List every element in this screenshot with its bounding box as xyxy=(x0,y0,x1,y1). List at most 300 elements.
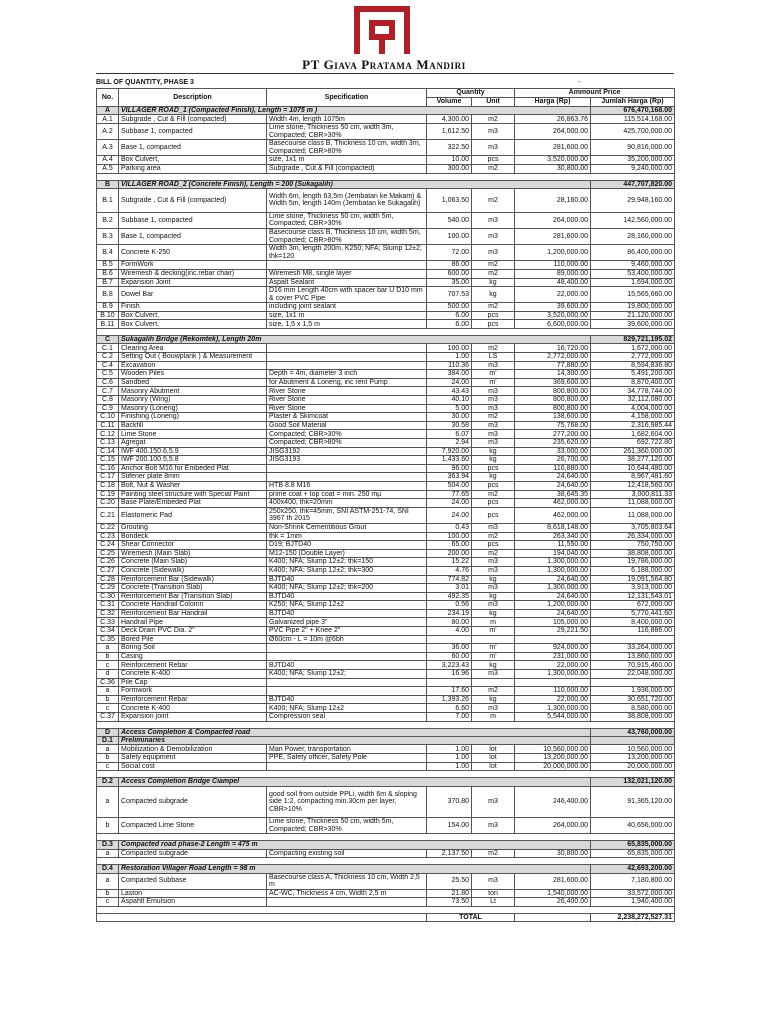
item-row xyxy=(97,532,675,541)
item-volume: 77.65 xyxy=(427,490,472,499)
item-specification: Wiremesh M8, single layer xyxy=(267,269,427,278)
item-description: Concrete (Transition Slab) xyxy=(119,584,267,593)
item-unit: kg xyxy=(472,447,515,456)
item-no: B.6 xyxy=(97,269,119,278)
item-row xyxy=(97,370,675,379)
section-row xyxy=(97,737,675,745)
item-unit xyxy=(472,678,515,687)
item-price: 800,800.00 xyxy=(515,387,591,396)
item-unit: kg xyxy=(472,609,515,618)
item-volume: 707.53 xyxy=(427,287,472,303)
item-amount: 15,565,660.00 xyxy=(591,287,675,303)
item-row xyxy=(97,678,675,687)
item-unit: m3 xyxy=(472,523,515,532)
item-no: b xyxy=(97,818,119,834)
item-volume: 60.00 xyxy=(427,652,472,661)
item-volume: 35.00 xyxy=(427,278,472,287)
company-name: PT Giava Pratama Mandiri xyxy=(302,57,466,72)
item-amount: 4,004,000.00 xyxy=(591,404,675,413)
item-description: Box Culvert, xyxy=(119,311,267,320)
spacer-row xyxy=(97,906,675,913)
item-volume: 7.00 xyxy=(427,713,472,722)
item-description: Wooden Piles xyxy=(119,370,267,379)
item-specification: good soil from outside PPLi, width 6m & sloping side 1:2, compacting min.30cm per layer, CBR>10% xyxy=(267,786,427,817)
section-total: 132,021,120.00 xyxy=(591,778,675,786)
item-specification: 250x250, thk=45mm, SNI ASTM-251-74, SNI 3967 th 2015 xyxy=(267,507,427,523)
item-specification: Compression seal xyxy=(267,713,427,722)
item-unit: pcs xyxy=(472,311,515,320)
item-row xyxy=(97,704,675,713)
item-price: 38,645.35 xyxy=(515,490,591,499)
item-description: Anchor Bolt M16 for Embeded Plat xyxy=(119,464,267,473)
item-description: Base 1, compacted xyxy=(119,228,267,244)
item-unit: m2 xyxy=(472,164,515,173)
item-price: 8,618,148.00 xyxy=(515,523,591,532)
item-no: a xyxy=(97,745,119,754)
item-unit: m2 xyxy=(472,687,515,696)
item-specification: River Stone xyxy=(267,387,427,396)
item-description: Compacted subgrade xyxy=(119,786,267,817)
item-description: Reinforcement Bar (Sidewalk) xyxy=(119,575,267,584)
item-row xyxy=(97,762,675,771)
item-unit: m3 xyxy=(472,873,515,889)
item-specification: for Abutment & Loneng, inc rent Pump xyxy=(267,378,427,387)
item-price: 16,720.00 xyxy=(515,344,591,353)
item-volume: 21.80 xyxy=(427,889,472,898)
section-row xyxy=(97,865,675,873)
item-amount: 7,180,800.00 xyxy=(591,873,675,889)
item-no: A.1 xyxy=(97,115,119,124)
section-row xyxy=(97,841,675,849)
item-description: Concrete (Main Slab) xyxy=(119,558,267,567)
section-title: VILLAGER ROAD_2 (Concrete Finish), Length = 200 (Sukagalih) xyxy=(119,180,591,188)
item-price: 24,640.00 xyxy=(515,473,591,482)
section-total: 65,835,000.00 xyxy=(591,841,675,849)
item-row xyxy=(97,507,675,523)
item-price: 1,300,000.00 xyxy=(515,566,591,575)
item-specification: BJTD40 xyxy=(267,575,427,584)
item-no: C.4 xyxy=(97,361,119,370)
item-row xyxy=(97,212,675,228)
item-description: Concrete K-250 xyxy=(119,245,267,261)
item-price: 1,200,000.00 xyxy=(515,601,591,610)
item-volume: 2,137.50 xyxy=(427,849,472,858)
item-description: Casing xyxy=(119,652,267,661)
item-amount: 8,967,481.60 xyxy=(591,473,675,482)
item-description: Clearing Area xyxy=(119,344,267,353)
section-no: D xyxy=(97,728,119,736)
item-no: c xyxy=(97,704,119,713)
item-amount: 33,572,000.00 xyxy=(591,889,675,898)
item-volume: 500.00 xyxy=(427,303,472,312)
item-no: b xyxy=(97,652,119,661)
item-unit: kg xyxy=(472,473,515,482)
item-price: 263,340.00 xyxy=(515,532,591,541)
item-unit: m3 xyxy=(472,584,515,593)
item-price: 3,520,000.00 xyxy=(515,311,591,320)
item-amount: 692,722.80 xyxy=(591,439,675,448)
item-amount: 38,808,000.00 xyxy=(591,713,675,722)
item-price: 264,000.00 xyxy=(515,212,591,228)
item-unit: kg xyxy=(472,456,515,465)
item-price: 231,000.00 xyxy=(515,652,591,661)
item-no: A.4 xyxy=(97,156,119,165)
item-volume: 0.43 xyxy=(427,523,472,532)
item-row xyxy=(97,156,675,165)
section-row xyxy=(97,180,675,188)
item-price: 235,620.00 xyxy=(515,439,591,448)
item-specification xyxy=(267,644,427,653)
item-volume: 72.00 xyxy=(427,245,472,261)
item-unit: m3 xyxy=(472,558,515,567)
spacer-row xyxy=(97,721,675,728)
item-row xyxy=(97,635,675,644)
item-no: C.14 xyxy=(97,447,119,456)
item-row xyxy=(97,413,675,422)
section-no: A xyxy=(97,107,119,115)
item-specification: K400; NFA; Slump 12±2; thk=150 xyxy=(267,558,427,567)
item-row xyxy=(97,873,675,889)
spacer-cell xyxy=(97,834,675,841)
item-amount: 425,700,000.00 xyxy=(591,124,675,140)
item-amount: 30,651,720.00 xyxy=(591,695,675,704)
item-unit: m2 xyxy=(472,344,515,353)
item-description: Compacted Subbase xyxy=(119,873,267,889)
section-title: Sukagalih Bridge (Rekomtek), Length 20m xyxy=(119,336,591,344)
item-row xyxy=(97,818,675,834)
item-description: Lime Stone xyxy=(119,430,267,439)
item-specification: size, 1x1 m xyxy=(267,156,427,165)
item-no: C.20 xyxy=(97,499,119,508)
item-volume: 73.50 xyxy=(427,898,472,907)
item-row xyxy=(97,481,675,490)
item-no: C.13 xyxy=(97,439,119,448)
item-no: C.27 xyxy=(97,566,119,575)
item-specification: prime coat + top coat = min. 250 mµ xyxy=(267,490,427,499)
item-description: Subgrade , Cut & Fill (compacted) xyxy=(119,115,267,124)
section-no: D.2 xyxy=(97,778,119,786)
item-amount: 6,188,000.00 xyxy=(591,566,675,575)
item-volume: 15.22 xyxy=(427,558,472,567)
item-amount: 9,460,000.00 xyxy=(591,261,675,270)
item-no: B.8 xyxy=(97,287,119,303)
item-specification: K400; NFA; Slump 12±2; thk=300 xyxy=(267,566,427,575)
item-row xyxy=(97,245,675,261)
item-description: Aspahlt Emulsion xyxy=(119,898,267,907)
item-unit: kg xyxy=(472,278,515,287)
item-specification: D19; BJTD40 xyxy=(267,541,427,550)
item-amount: 13,200,000.00 xyxy=(591,754,675,763)
item-volume: 24.00 xyxy=(427,378,472,387)
item-row xyxy=(97,353,675,362)
item-row xyxy=(97,344,675,353)
item-specification: Galvanized pipe 3" xyxy=(267,618,427,627)
section-no: D.3 xyxy=(97,841,119,849)
item-row xyxy=(97,566,675,575)
item-amount: 32,112,080.00 xyxy=(591,396,675,405)
item-row xyxy=(97,303,675,312)
item-specification: BJTD40 xyxy=(267,609,427,618)
section-title: Preliminaries xyxy=(119,737,591,745)
item-description: Concrete K-400 xyxy=(119,670,267,679)
item-specification xyxy=(267,353,427,362)
item-no: C.24 xyxy=(97,541,119,550)
item-volume: 154.00 xyxy=(427,818,472,834)
item-amount: 8,400,000.00 xyxy=(591,618,675,627)
item-specification: Basecourse class B, Thickness 10 cm, width 3m, Compacted; CBR>80% xyxy=(267,140,427,156)
item-price: 281,600.00 xyxy=(515,873,591,889)
item-volume: 492.35 xyxy=(427,592,472,601)
item-price: 1,200,000.00 xyxy=(515,245,591,261)
item-no: C.16 xyxy=(97,464,119,473)
item-row xyxy=(97,404,675,413)
item-amount: 1,940,400.00 xyxy=(591,898,675,907)
item-price: 22,000.00 xyxy=(515,695,591,704)
item-volume: 80.00 xyxy=(427,618,472,627)
item-unit: m2 xyxy=(472,261,515,270)
item-specification: Width 3m, length 200m, K250; NFA; Slump 12±2; thk=120 xyxy=(267,245,427,261)
item-amount: 11,088,000.00 xyxy=(591,507,675,523)
item-no: C.2 xyxy=(97,353,119,362)
item-specification: Compacted; CBR>80% xyxy=(267,439,427,448)
item-price: 30,800.00 xyxy=(515,849,591,858)
spacer-row xyxy=(97,858,675,865)
item-unit: lot xyxy=(472,754,515,763)
item-amount: 38,277,120.00 xyxy=(591,456,675,465)
item-unit: m3 xyxy=(472,212,515,228)
item-no: B.3 xyxy=(97,228,119,244)
item-amount: 26,334,000.00 xyxy=(591,532,675,541)
item-price: 14,300.00 xyxy=(515,370,591,379)
item-no: C.29 xyxy=(97,584,119,593)
item-description: Base Plate/Embeded Plat xyxy=(119,499,267,508)
item-amount: 2,772,000.00 xyxy=(591,353,675,362)
item-volume: 17.60 xyxy=(427,687,472,696)
header-rule xyxy=(96,73,674,74)
item-no: c xyxy=(97,898,119,907)
section-no: D.1 xyxy=(97,737,119,745)
item-price: 26,400.00 xyxy=(515,898,591,907)
item-no: C.8 xyxy=(97,396,119,405)
item-description: Setting Out ( Bouwplank ) & Measurement xyxy=(119,353,267,362)
item-price: 1,300,000.00 xyxy=(515,670,591,679)
item-row xyxy=(97,523,675,532)
item-specification: BJTD40 xyxy=(267,592,427,601)
col-quantity: Quantity xyxy=(427,89,515,98)
item-price: 369,600.00 xyxy=(515,378,591,387)
item-specification: Compacted; CBR>30% xyxy=(267,430,427,439)
spacer-row xyxy=(97,771,675,778)
item-row xyxy=(97,228,675,244)
item-price: 89,000.00 xyxy=(515,269,591,278)
item-no: B.10 xyxy=(97,311,119,320)
item-volume: 40.10 xyxy=(427,396,472,405)
item-specification: K400; NFA; Slump 12±2; xyxy=(267,670,427,679)
col-harga: Harga (Rp) xyxy=(515,98,591,107)
item-volume: 30.58 xyxy=(427,421,472,430)
item-description: Concrete K-400 xyxy=(119,704,267,713)
item-unit: m3 xyxy=(472,404,515,413)
item-amount: 10,644,480.00 xyxy=(591,464,675,473)
item-row xyxy=(97,541,675,550)
item-specification xyxy=(267,678,427,687)
item-specification xyxy=(267,898,427,907)
item-row xyxy=(97,889,675,898)
item-unit: m3 xyxy=(472,566,515,575)
item-volume: 1.00 xyxy=(427,762,472,771)
item-specification: PVC Pipe 2" + Knee 2" xyxy=(267,627,427,636)
item-description: Sandbed xyxy=(119,378,267,387)
item-volume: 384.00 xyxy=(427,370,472,379)
item-description: Reinforcement Rebar xyxy=(119,695,267,704)
item-description: FormWork xyxy=(119,261,267,270)
item-description: Agregat xyxy=(119,439,267,448)
item-volume: 43.43 xyxy=(427,387,472,396)
item-specification xyxy=(267,261,427,270)
item-volume: 1,393.26 xyxy=(427,695,472,704)
item-row xyxy=(97,124,675,140)
item-no: C.34 xyxy=(97,627,119,636)
item-unit: m2 xyxy=(472,115,515,124)
item-row xyxy=(97,558,675,567)
item-volume: 1,433.60 xyxy=(427,456,472,465)
item-unit: m3 xyxy=(472,670,515,679)
item-volume: 16.96 xyxy=(427,670,472,679)
item-amount: 9,240,000.00 xyxy=(591,164,675,173)
item-amount: 29,948,160.00 xyxy=(591,188,675,212)
item-description: IWF 200.100.5,5.8 xyxy=(119,456,267,465)
item-specification: River Stone xyxy=(267,396,427,405)
item-specification: Lime stone, Thickness 50 cm, width 5m, Compacted; CBR>30% xyxy=(267,212,427,228)
item-description: Box Culvert, xyxy=(119,320,267,329)
item-volume: 25.50 xyxy=(427,873,472,889)
item-price: 29,221.50 xyxy=(515,627,591,636)
item-unit: m2 xyxy=(472,303,515,312)
item-unit: m2 xyxy=(472,188,515,212)
item-amount: 19,786,000.00 xyxy=(591,558,675,567)
section-title: VILLAGER ROAD_1 (Compacted Finish), Length = 1075 m ) xyxy=(119,107,591,115)
item-price: 3,520,000.00 xyxy=(515,156,591,165)
item-description: Subgrade , Cut & Fill (compacted) xyxy=(119,188,267,212)
item-volume: 200.00 xyxy=(427,549,472,558)
item-specification xyxy=(267,361,427,370)
item-no: C.28 xyxy=(97,575,119,584)
item-volume: 600.00 xyxy=(427,269,472,278)
item-volume xyxy=(427,635,472,644)
item-no: C.12 xyxy=(97,430,119,439)
item-amount: 1,682,604.00 xyxy=(591,430,675,439)
item-price: 24,640.00 xyxy=(515,609,591,618)
item-unit: kg xyxy=(472,287,515,303)
item-description: Handrail Pipe xyxy=(119,618,267,627)
item-row xyxy=(97,361,675,370)
item-unit: m' xyxy=(472,378,515,387)
item-volume: 24.00 xyxy=(427,499,472,508)
item-no: C.11 xyxy=(97,421,119,430)
item-amount: 2,316,985.44 xyxy=(591,421,675,430)
item-row xyxy=(97,430,675,439)
item-unit: m2 xyxy=(472,549,515,558)
item-unit: m' xyxy=(472,644,515,653)
item-unit: m' xyxy=(472,370,515,379)
total-spacer xyxy=(97,913,427,921)
item-volume: 370.80 xyxy=(427,786,472,817)
section-row xyxy=(97,728,675,736)
item-amount xyxy=(591,678,675,687)
item-unit: Lt xyxy=(472,898,515,907)
spacer-cell xyxy=(97,771,675,778)
item-amount: 12,418,560.00 xyxy=(591,481,675,490)
item-no: B.5 xyxy=(97,261,119,270)
item-no: b xyxy=(97,889,119,898)
item-amount: 38,808,000.00 xyxy=(591,549,675,558)
item-no: a xyxy=(97,644,119,653)
item-price: 924,000.00 xyxy=(515,644,591,653)
section-total: 43,760,000.00 xyxy=(591,728,675,736)
item-no: C.19 xyxy=(97,490,119,499)
item-row xyxy=(97,261,675,270)
item-amount: 750,750.00 xyxy=(591,541,675,550)
col-jumlah: Jumlah Harga (Rp) xyxy=(591,98,675,107)
item-row xyxy=(97,754,675,763)
item-row xyxy=(97,661,675,670)
item-no: b xyxy=(97,695,119,704)
item-row xyxy=(97,609,675,618)
item-no: A.5 xyxy=(97,164,119,173)
item-price: 138,600.00 xyxy=(515,413,591,422)
item-unit: m3 xyxy=(472,245,515,261)
item-volume: 30.00 xyxy=(427,413,472,422)
item-row xyxy=(97,549,675,558)
item-row xyxy=(97,786,675,817)
item-no: B.1 xyxy=(97,188,119,212)
item-volume: 1,612.50 xyxy=(427,124,472,140)
item-price: 28,160.00 xyxy=(515,188,591,212)
item-unit: lot xyxy=(472,745,515,754)
item-specification: Non-Shrink Cementitious Grout xyxy=(267,523,427,532)
item-unit: ton xyxy=(472,889,515,898)
item-volume: 774.82 xyxy=(427,575,472,584)
item-no: a xyxy=(97,849,119,858)
item-unit: kg xyxy=(472,575,515,584)
item-volume: 65.00 xyxy=(427,541,472,550)
item-unit xyxy=(472,635,515,644)
item-no: C.36 xyxy=(97,678,119,687)
item-specification: K250; NFA; Slump 12±2 xyxy=(267,601,427,610)
item-price: 75,768.00 xyxy=(515,421,591,430)
item-row xyxy=(97,421,675,430)
item-amount: 115,514,168.00 xyxy=(591,115,675,124)
item-description: Finish xyxy=(119,303,267,312)
item-volume: 110.36 xyxy=(427,361,472,370)
item-description: Reinforcement Bar Handrail xyxy=(119,609,267,618)
item-specification: D16 mm Length 40cm with spacer bar U D10 mm & cover PVC Pipe xyxy=(267,287,427,303)
item-unit: m3 xyxy=(472,387,515,396)
item-price: 277,200.00 xyxy=(515,430,591,439)
item-description: Dowel Bar xyxy=(119,287,267,303)
spacer-cell xyxy=(97,721,675,728)
item-unit: pcs xyxy=(472,156,515,165)
item-price: 800,800.00 xyxy=(515,396,591,405)
item-volume: 6.00 xyxy=(427,320,472,329)
item-amount: 5,491,200.00 xyxy=(591,370,675,379)
item-unit: pcs xyxy=(472,499,515,508)
item-price: 10,560,000.00 xyxy=(515,745,591,754)
item-no: C.18 xyxy=(97,481,119,490)
item-row xyxy=(97,592,675,601)
item-specification: including joint sealant xyxy=(267,303,427,312)
item-row xyxy=(97,745,675,754)
